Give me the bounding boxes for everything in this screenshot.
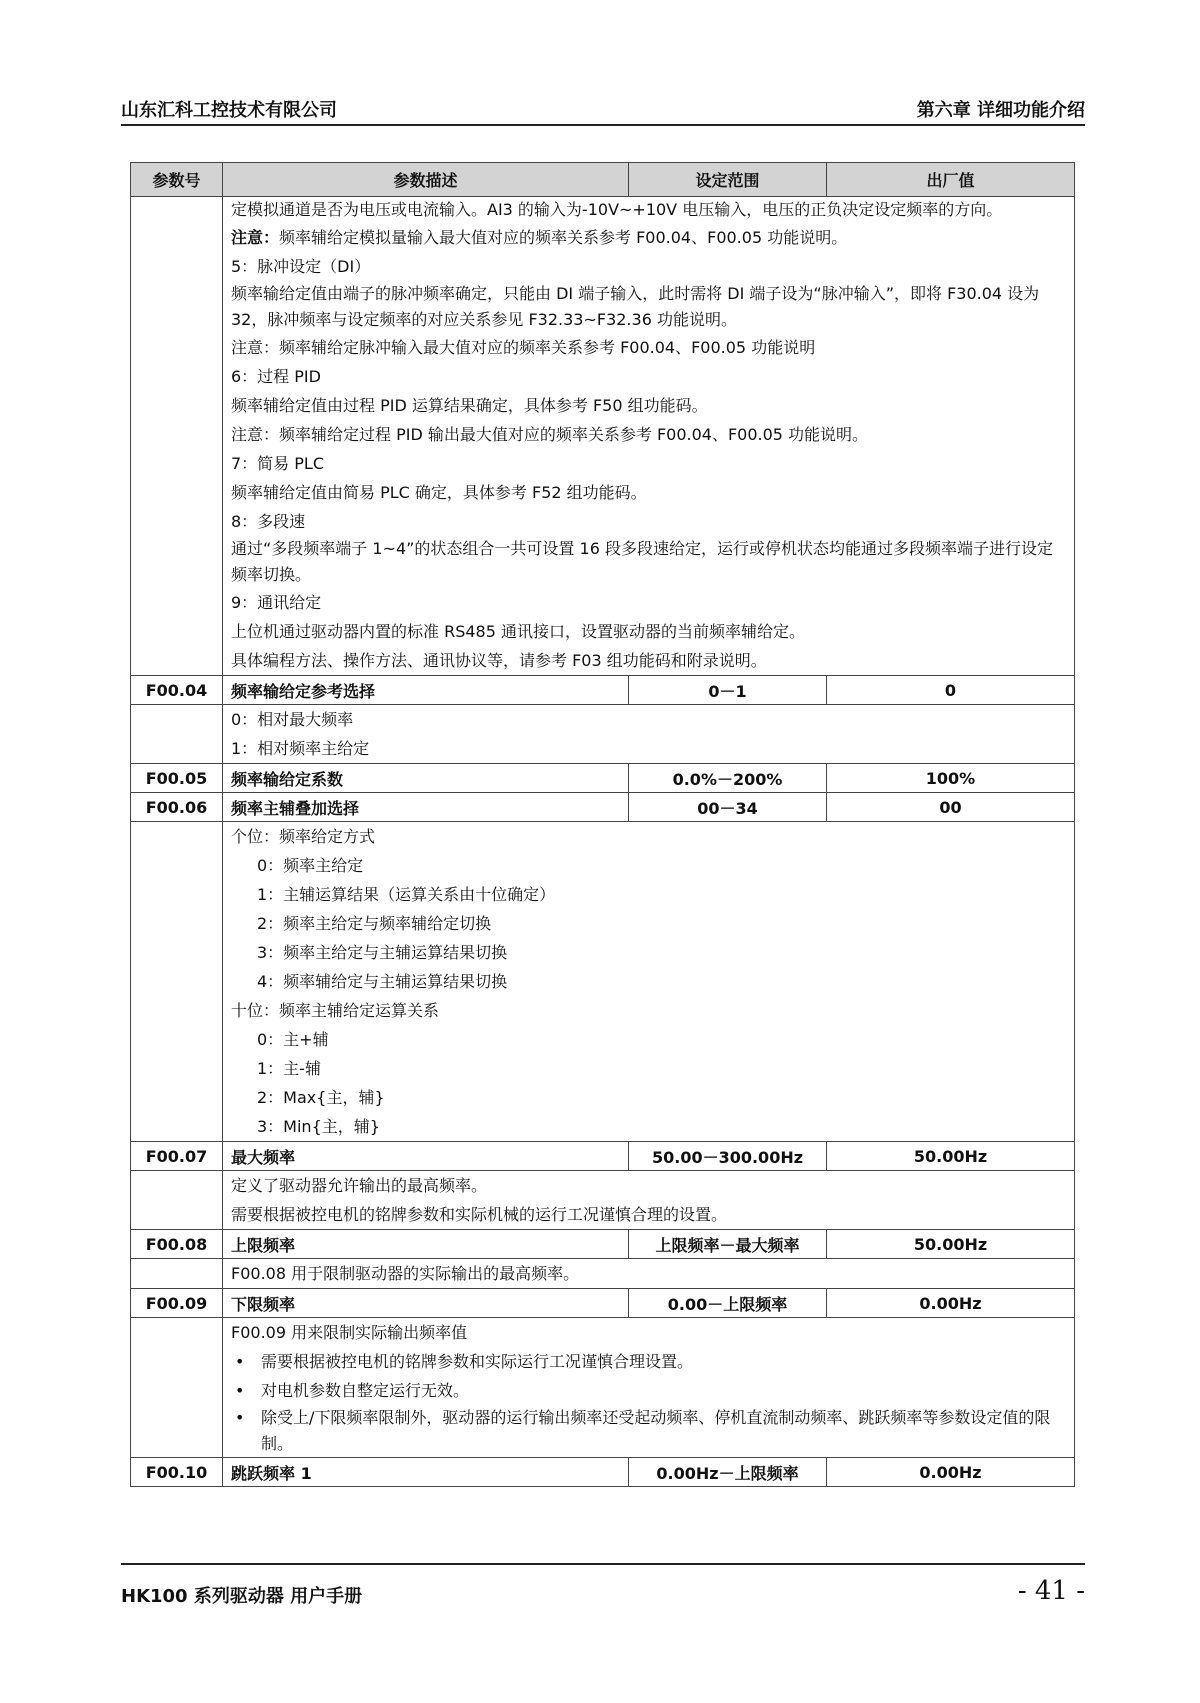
param-range: 0.0%－200%: [629, 764, 827, 793]
desc-line: 6：过程 PID: [231, 367, 321, 386]
footer-rule: [121, 1563, 1085, 1565]
desc-line: 通过“多段频率端子 1~4”的状态组合一共可设置 16 段多段速给定，运行或停机状态均能通过多段频率端子进行设定频率切换。: [231, 539, 1053, 584]
note-text: 频率辅给定模拟量输入最大值对应的频率关系参考 F00.04、F00.05 功能说明。: [279, 228, 848, 247]
table-row-param: [131, 1458, 1075, 1487]
desc-line: 频率辅给定值由过程 PID 运算结果确定，具体参考 F50 组功能码。: [231, 396, 708, 415]
bullet-item: • 需要根据被控电机的铭牌参数和实际运行工况谨慎合理设置。: [231, 1347, 1066, 1376]
desc-line: 频率辅给定值由简易 PLC 确定，具体参考 F52 组功能码。: [231, 483, 647, 502]
desc-line: 注意：频率辅给定过程 PID 输出最大值对应的频率关系参考 F00.04、F00.05 功能说明。: [231, 425, 869, 444]
table-row-desc: [131, 1259, 1075, 1289]
column-header-code: 参数号: [131, 163, 223, 197]
empty-code-cell: [131, 1259, 223, 1289]
param-description: [223, 1259, 1075, 1289]
table-row-param: [131, 764, 1075, 793]
company-name: 山东汇科工控技术有限公司: [121, 100, 337, 121]
table-row-desc: [131, 1318, 1075, 1458]
empty-code-cell: [131, 822, 223, 1142]
param-name: 上限频率: [223, 1230, 629, 1259]
column-header-default: 出厂值: [827, 163, 1075, 197]
desc-line: 十位：频率主辅给定运算关系: [231, 1001, 440, 1020]
desc-line: 0：主+辅: [257, 1030, 329, 1049]
table-header-row: [131, 163, 1075, 197]
table-row-desc: [131, 705, 1075, 764]
param-code: F00.06: [131, 793, 223, 822]
param-name: 频率主辅叠加选择: [223, 793, 629, 822]
param-code: F00.10: [131, 1458, 223, 1487]
desc-line: 具体编程方法、操作方法、通讯协议等，请参考 F03 组功能码和附录说明。: [231, 651, 767, 670]
table-row-param: [131, 1142, 1075, 1171]
desc-line: 8：多段速: [231, 512, 306, 531]
param-name: 最大频率: [223, 1142, 629, 1171]
desc-line: F00.08 用于限制驱动器的实际输出的最高频率。: [231, 1264, 580, 1283]
empty-code-cell: [131, 197, 223, 676]
param-description: [223, 1171, 1075, 1230]
desc-line: 9：通讯给定: [231, 593, 322, 612]
column-header-range: 设定范围: [629, 163, 827, 197]
page-number: - 41 -: [1017, 1576, 1085, 1606]
table-row-param: [131, 676, 1075, 705]
param-range: 50.00－300.00Hz: [629, 1142, 827, 1171]
param-default: 0: [827, 676, 1075, 705]
desc-line: 3：频率主给定与主辅运算结果切换: [257, 943, 508, 962]
param-default: 00: [827, 793, 1075, 822]
page-header: [121, 96, 1085, 126]
desc-line: 个位：频率给定方式: [231, 827, 376, 846]
desc-line: 定模拟通道是否为电压或电流输入。AI3 的输入为-10V~+10V 电压输入，电压的正负决定设定频率的方向。: [231, 200, 1003, 219]
param-range: 0.00－上限频率: [629, 1289, 827, 1318]
column-header-desc: 参数描述: [223, 163, 629, 197]
param-description: [223, 1318, 1075, 1458]
desc-line: 注意：频率辅给定脉冲输入最大值对应的频率关系参考 F00.04、F00.05 功能说明: [231, 338, 816, 357]
desc-line: 3：Min{主，辅}: [257, 1117, 380, 1136]
manual-title: HK100 系列驱动器 用户手册: [121, 1586, 363, 1607]
param-default: 0.00Hz: [827, 1458, 1075, 1487]
continued-description: [223, 197, 1075, 676]
table-row-desc: [131, 1171, 1075, 1230]
param-default: 50.00Hz: [827, 1230, 1075, 1259]
empty-code-cell: [131, 1171, 223, 1230]
desc-line: 1：主辅运算结果（运算关系由十位确定）: [257, 885, 556, 904]
param-range: 0.00Hz－上限频率: [629, 1458, 827, 1487]
param-code: F00.07: [131, 1142, 223, 1171]
desc-line: [231, 223, 1066, 252]
desc-line: 1：相对频率主给定: [231, 739, 370, 758]
param-code: F00.08: [131, 1230, 223, 1259]
empty-code-cell: [131, 1318, 223, 1458]
table-row-continued: [131, 197, 1075, 676]
param-name: 下限频率: [223, 1289, 629, 1318]
param-code: F00.05: [131, 764, 223, 793]
param-default: 100%: [827, 764, 1075, 793]
desc-line: 定义了驱动器允许输出的最高频率。: [231, 1176, 488, 1195]
parameter-table: [130, 162, 1075, 1487]
param-default: 50.00Hz: [827, 1142, 1075, 1171]
desc-line: 2：频率主给定与频率辅给定切换: [257, 914, 492, 933]
table-row-param: [131, 1289, 1075, 1318]
param-range: 0－1: [629, 676, 827, 705]
table-row-param: [131, 1230, 1075, 1259]
param-name: 频率输给定系数: [223, 764, 629, 793]
empty-code-cell: [131, 705, 223, 764]
desc-line: 频率输给定值由端子的脉冲频率确定，只能由 DI 端子输入，此时需将 DI 端子设为“脉冲输入”，即将 F30.04 设为 32，脉冲频率与设定频率的对应关系参见 F32.33~F32.36 功能说明。: [231, 284, 1040, 329]
desc-line: 需要根据被控电机的铭牌参数和实际机械的运行工况谨慎合理的设置。: [231, 1205, 728, 1224]
param-description: [223, 705, 1075, 764]
table-row-desc: [131, 822, 1075, 1142]
desc-line: 4：频率辅给定与主辅运算结果切换: [257, 972, 508, 991]
desc-line: 1：主-辅: [257, 1059, 321, 1078]
param-code: F00.09: [131, 1289, 223, 1318]
param-description: [223, 822, 1075, 1142]
chapter-title: 第六章 详细功能介绍: [916, 100, 1085, 121]
desc-line: 5：脉冲设定（DI）: [231, 257, 371, 276]
desc-line: 0：相对最大频率: [231, 710, 354, 729]
note-label: 注意：: [231, 228, 280, 247]
param-default: 0.00Hz: [827, 1289, 1075, 1318]
desc-line: 上位机通过驱动器内置的标准 RS485 通讯接口，设置驱动器的当前频率辅给定。: [231, 622, 805, 641]
desc-line: 7：简易 PLC: [231, 454, 325, 473]
bullet-item: • 除受上/下限频率限制外，驱动器的运行输出频率还受起动频率、停机直流制动频率、跳跃频率等参数设定值的限制。: [231, 1405, 1066, 1457]
header-rule: [121, 124, 1085, 126]
bullet-item: • 对电机参数自整定运行无效。: [231, 1376, 1066, 1405]
desc-line: 0：频率主给定: [257, 856, 364, 875]
param-code: F00.04: [131, 676, 223, 705]
param-name: 频率输给定参考选择: [223, 676, 629, 705]
desc-line: 2：Max{主，辅}: [257, 1088, 385, 1107]
desc-line: F00.09 用来限制实际输出频率值: [231, 1323, 468, 1342]
param-name: 跳跃频率 1: [223, 1458, 629, 1487]
param-range: 上限频率－最大频率: [629, 1230, 827, 1259]
param-range: 00－34: [629, 793, 827, 822]
table-row-param: [131, 793, 1075, 822]
